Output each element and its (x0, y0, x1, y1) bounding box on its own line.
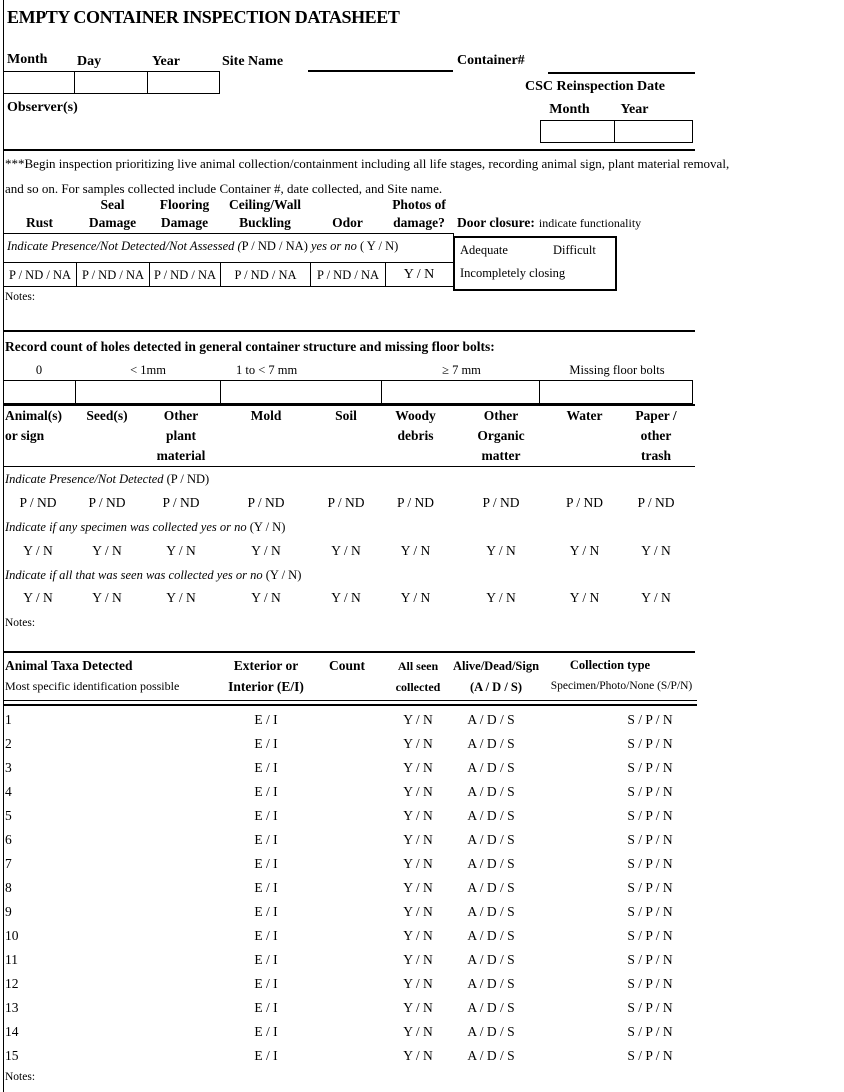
taxa-row-number: 2 (5, 736, 12, 751)
instruction-line-2: and so on. For samples collected include Container #, date collected, and Site name. (5, 181, 443, 196)
damage-column-header: Buckling (239, 215, 291, 230)
holes-count-boxes (3, 380, 693, 404)
taxa-row-number: 4 (5, 784, 12, 799)
damage-column-header: Damage (160, 215, 209, 230)
ei-choice[interactable]: E / I (254, 784, 278, 799)
damage-column-header: Damage (88, 215, 137, 230)
contents-header-underline (3, 466, 695, 467)
spn-choice[interactable]: S / P / N (627, 928, 673, 943)
contents-notes-label: Notes: (5, 617, 36, 629)
csc-month-input-box[interactable] (541, 121, 615, 142)
observers-field[interactable] (10, 118, 530, 146)
pnd-na-choice-cell[interactable]: P / ND / NA (150, 263, 221, 287)
month-input-box[interactable] (4, 72, 75, 93)
yn-choice[interactable]: Y / N (569, 590, 600, 605)
door-closure-label: Door closure: (457, 215, 535, 230)
yn-choice[interactable]: Y / N (400, 590, 431, 605)
contents-column-header: Other plant material (156, 408, 206, 463)
taxa-row (3, 732, 703, 756)
presence-instruction: Indicate Presence/Not Detected (P / ND) (5, 472, 210, 486)
contents-header-row (3, 406, 695, 466)
ei-choice[interactable]: E / I (254, 760, 278, 775)
contents-column-header: Seed(s) (86, 408, 128, 423)
taxa-row-number: 3 (5, 760, 12, 775)
yn-choice[interactable]: Y / N (251, 543, 281, 558)
damage-column-header (310, 196, 385, 214)
yn-choice[interactable]: Y / N (403, 976, 433, 991)
damage-column-header: Seal (100, 197, 125, 212)
ads-choice[interactable]: A / D / S (467, 976, 515, 991)
taxa-row-number: 14 (5, 1024, 19, 1039)
taxa-row-number: 5 (5, 808, 12, 823)
ei-choice[interactable]: E / I (254, 1048, 278, 1063)
taxa-row-number: 11 (5, 952, 18, 967)
ads-choice[interactable]: A / D / S (467, 808, 515, 823)
photos-yn-choice-cell[interactable]: Y / N (403, 267, 435, 282)
damage-notes-label: Notes: (5, 291, 36, 303)
taxa-col-collection: Collection type (569, 658, 651, 672)
taxa-row-number: 13 (5, 1000, 19, 1015)
site-name-field[interactable] (308, 70, 453, 72)
damage-instruction-code: ( Y / N) (359, 239, 399, 253)
contents-column-header: Mold (250, 408, 282, 423)
spn-choice[interactable]: S / P / N (627, 952, 673, 967)
damage-column-header: Rust (25, 215, 53, 230)
holes-label-0: 0 (35, 363, 43, 377)
contents-column-header: Animal(s) or sign (5, 408, 62, 443)
year-input-box[interactable] (148, 72, 219, 93)
yn-choice[interactable]: Y / N (403, 808, 433, 823)
observers-label: Observer(s) (7, 100, 78, 115)
taxa-row (3, 852, 703, 876)
ads-choice[interactable]: A / D / S (467, 928, 515, 943)
section-divider (3, 330, 695, 332)
taxa-row (3, 804, 703, 828)
damage-instruction-italic: yes or no (307, 239, 360, 253)
ei-choice[interactable]: E / I (254, 904, 278, 919)
ei-choice[interactable]: E / I (254, 976, 278, 991)
day-input-box[interactable] (75, 72, 147, 93)
ads-choice[interactable]: A / D / S (467, 856, 515, 871)
spn-choice[interactable]: S / P / N (627, 904, 673, 919)
damage-column-header (3, 196, 76, 214)
ads-choice[interactable]: A / D / S (467, 1048, 515, 1063)
yn-choice[interactable]: Y / N (403, 880, 433, 895)
damage-assessment-box (3, 233, 454, 287)
ads-choice[interactable]: A / D / S (467, 1024, 515, 1039)
yn-choice[interactable]: Y / N (403, 1024, 433, 1039)
taxa-row (3, 756, 703, 780)
yn-choice[interactable]: Y / N (403, 736, 433, 751)
container-number-label: Container# (457, 53, 525, 68)
taxa-row (3, 708, 703, 732)
spn-choice[interactable]: S / P / N (627, 1024, 673, 1039)
yn-choice[interactable]: Y / N (403, 712, 433, 727)
damage-header-row-bottom (3, 214, 453, 232)
taxa-row (3, 900, 703, 924)
csc-year-input-box[interactable] (615, 121, 692, 142)
holes-label-lt1mm: < 1mm (130, 363, 166, 377)
yn-choice[interactable]: Y / N (92, 543, 122, 558)
door-adequate-option[interactable]: Adequate (460, 243, 508, 257)
contents-column-header: Woody debris (395, 408, 436, 443)
spn-choice[interactable]: S / P / N (627, 1048, 673, 1063)
holes-count-box-lt1mm[interactable] (76, 381, 222, 403)
yn-choice[interactable]: Y / N (92, 590, 122, 605)
pnd-na-choice-cell[interactable]: P / ND / NA (77, 263, 150, 287)
spn-choice[interactable]: S / P / N (627, 784, 673, 799)
spn-choice[interactable]: S / P / N (627, 856, 673, 871)
pnd-na-choice-cell[interactable]: P / ND / NA (311, 263, 386, 287)
pnd-choice[interactable]: P / ND (88, 495, 126, 510)
pnd-choice[interactable]: P / ND (327, 495, 365, 510)
taxa-row (3, 948, 703, 972)
damage-notes-area[interactable] (5, 305, 685, 329)
yn-choice[interactable]: Y / N (403, 904, 433, 919)
ads-choice[interactable]: A / D / S (467, 904, 515, 919)
yn-choice[interactable]: Y / N (400, 543, 431, 558)
taxa-notes-label: Notes: (5, 1071, 36, 1083)
taxa-row-number: 15 (5, 1048, 19, 1063)
holes-count-box-0[interactable] (4, 381, 76, 403)
day-label: Day (77, 54, 102, 69)
damage-instruction-line (7, 239, 452, 254)
taxa-row (3, 876, 703, 900)
taxa-row (3, 828, 703, 852)
damage-column-header: Photos of (392, 197, 446, 212)
holes-label-ge7mm: ≥ 7 mm (442, 363, 481, 377)
page-title: EMPTY CONTAINER INSPECTION DATASHEET (7, 7, 400, 27)
taxa-col-allseen: All seen (397, 659, 439, 673)
damage-header-row-top (3, 196, 453, 214)
container-number-field[interactable] (548, 72, 695, 74)
yn-choice[interactable]: Y / N (403, 928, 433, 943)
ads-choice[interactable]: A / D / S (467, 880, 515, 895)
year-label: Year (152, 54, 180, 69)
taxa-row (3, 972, 703, 996)
ads-choice[interactable]: A / D / S (467, 952, 515, 967)
contents-column-header: Paper / other trash (635, 408, 677, 463)
yn-choice[interactable]: Y / N (23, 543, 53, 558)
yn-choice[interactable]: Y / N (403, 1048, 433, 1063)
csc-month-label: Month (549, 102, 590, 117)
ei-choice[interactable]: E / I (254, 712, 278, 727)
pnd-choice[interactable]: P / ND (396, 495, 434, 510)
damage-column-header: Odor (332, 215, 363, 230)
damage-instruction-code: P / ND / NA) (241, 239, 308, 253)
any-collected-choice-row (3, 543, 695, 559)
door-closure-header (457, 214, 641, 232)
pnd-choice[interactable]: P / ND (565, 495, 603, 510)
yn-choice[interactable]: Y / N (403, 784, 433, 799)
csc-year-label: Year (620, 102, 649, 117)
contents-column-header: Soil (335, 408, 357, 423)
taxa-row (3, 924, 703, 948)
yn-choice[interactable]: Y / N (23, 590, 53, 605)
taxa-row-number: 8 (5, 880, 12, 895)
damage-choice-row (4, 262, 453, 287)
ads-choice[interactable]: A / D / S (467, 712, 515, 727)
taxa-row (3, 780, 703, 804)
damage-column-header: Ceiling/Wall (228, 197, 301, 212)
inspection-date-boxes (3, 71, 220, 94)
taxa-col-ads-sub: (A / D / S) (469, 680, 523, 694)
taxa-subtitle: Most specific identification possible (5, 679, 180, 693)
taxa-row-number: 1 (5, 712, 12, 727)
section-divider (3, 651, 695, 653)
taxa-row (3, 1020, 703, 1044)
ei-choice[interactable]: E / I (254, 736, 278, 751)
ads-choice[interactable]: A / D / S (467, 736, 515, 751)
holes-count-box-1to7mm[interactable] (221, 381, 382, 403)
instruction-line-1: ***Begin inspection prioritizing live animal collection/containment including all life stages, recording animal sign, plant material removal, (5, 156, 730, 171)
pnd-na-choice-cell[interactable]: P / ND / NA (4, 263, 77, 287)
all-collected-choice-row (3, 590, 695, 606)
yn-choice[interactable]: Y / N (403, 856, 433, 871)
taxa-col-allseen-sub: collected (395, 680, 441, 694)
taxa-row-number: 10 (5, 928, 19, 943)
spn-choice[interactable]: S / P / N (627, 1000, 673, 1015)
spn-choice[interactable]: S / P / N (627, 976, 673, 991)
door-difficult-option[interactable]: Difficult (553, 243, 596, 257)
site-name-label: Site Name (222, 54, 284, 69)
ei-choice[interactable]: E / I (254, 1024, 278, 1039)
month-label: Month (7, 52, 48, 67)
door-closure-box (453, 236, 617, 291)
damage-column-header: Flooring (159, 197, 210, 212)
door-closure-note: indicate functionality (538, 216, 642, 230)
contents-column-header: Water (566, 408, 603, 423)
taxa-header-divider (3, 700, 697, 706)
holes-count-box-missing-bolts[interactable] (540, 381, 692, 403)
damage-column-header: damage? (393, 215, 445, 230)
yn-choice[interactable]: Y / N (331, 590, 361, 605)
yn-choice[interactable]: Y / N (641, 543, 671, 558)
taxa-row-number: 12 (5, 976, 19, 991)
holes-count-box-ge7mm[interactable] (382, 381, 541, 403)
pnd-choice[interactable]: P / ND (162, 495, 200, 510)
spn-choice[interactable]: S / P / N (627, 760, 673, 775)
csc-date-boxes (540, 120, 693, 143)
pnd-choice[interactable]: P / ND (482, 495, 520, 510)
ei-choice[interactable]: E / I (254, 1000, 278, 1015)
section-divider (3, 149, 695, 151)
taxa-row-number: 9 (5, 904, 12, 919)
yn-choice[interactable]: Y / N (331, 543, 361, 558)
yn-choice[interactable]: Y / N (486, 543, 516, 558)
ei-choice[interactable]: E / I (254, 808, 278, 823)
contents-column-header: Other Organic matter (477, 408, 525, 463)
csc-reinspection-title: CSC Reinspection Date (525, 79, 665, 94)
damage-instruction-italic: Indicate Presence/Not Detected/Not Assessed ( (7, 239, 242, 253)
holes-heading: Record count of holes detected in general container structure and missing floor bolts: (5, 339, 495, 354)
taxa-col-collection-sub: Specimen/Photo/None (S/P/N) (550, 680, 693, 692)
yn-choice[interactable]: Y / N (641, 590, 671, 605)
taxa-row-number: 6 (5, 832, 12, 847)
spn-choice[interactable]: S / P / N (627, 736, 673, 751)
pnd-na-choice-cell[interactable]: P / ND / NA (221, 263, 311, 287)
taxa-col-count: Count (328, 658, 365, 673)
pnd-choice[interactable]: P / ND (19, 495, 57, 510)
pnd-choice[interactable]: P / ND (247, 495, 285, 510)
yn-choice[interactable]: Y / N (166, 590, 196, 605)
holes-label-1to7mm: 1 to < 7 mm (236, 363, 298, 377)
door-incomplete-option[interactable]: Incompletely closing (460, 266, 566, 280)
ei-choice[interactable]: E / I (254, 880, 278, 895)
ei-choice[interactable]: E / I (254, 952, 278, 967)
all-collected-instruction: Indicate if all that was seen was collected yes or no (Y / N) (5, 568, 302, 582)
taxa-col-ads: Alive/Dead/Sign (452, 659, 540, 673)
ei-choice[interactable]: E / I (254, 856, 278, 871)
taxa-table-body (3, 708, 703, 1068)
spn-choice[interactable]: S / P / N (627, 832, 673, 847)
yn-choice[interactable]: Y / N (403, 952, 433, 967)
ads-choice[interactable]: A / D / S (467, 760, 515, 775)
yn-choice[interactable]: Y / N (403, 760, 433, 775)
taxa-col-exterior: Exterior or (233, 658, 299, 673)
yn-choice[interactable]: Y / N (403, 1000, 433, 1015)
taxa-col-exterior-sub: Interior (E/I) (228, 679, 304, 694)
any-collected-instruction: Indicate if any specimen was collected yes or no (Y / N) (5, 520, 286, 534)
ei-choice[interactable]: E / I (254, 832, 278, 847)
taxa-row-number: 7 (5, 856, 12, 871)
pnd-choice[interactable]: P / ND (637, 495, 675, 510)
taxa-row (3, 1044, 703, 1068)
taxa-title: Animal Taxa Detected (5, 658, 133, 673)
spn-choice[interactable]: S / P / N (627, 712, 673, 727)
presence-choice-row (3, 495, 695, 511)
yn-choice[interactable]: Y / N (569, 543, 600, 558)
taxa-row (3, 996, 703, 1020)
yn-choice[interactable]: Y / N (251, 590, 281, 605)
yn-choice[interactable]: Y / N (166, 543, 196, 558)
ei-choice[interactable]: E / I (254, 928, 278, 943)
yn-choice[interactable]: Y / N (403, 832, 433, 847)
ads-choice[interactable]: A / D / S (467, 832, 515, 847)
holes-label-missing-bolts: Missing floor bolts (569, 363, 665, 377)
spn-choice[interactable]: S / P / N (627, 880, 673, 895)
yn-choice[interactable]: Y / N (486, 590, 516, 605)
spn-choice[interactable]: S / P / N (627, 808, 673, 823)
ads-choice[interactable]: A / D / S (467, 1000, 515, 1015)
ads-choice[interactable]: A / D / S (467, 784, 515, 799)
contents-notes-area[interactable] (5, 630, 685, 648)
